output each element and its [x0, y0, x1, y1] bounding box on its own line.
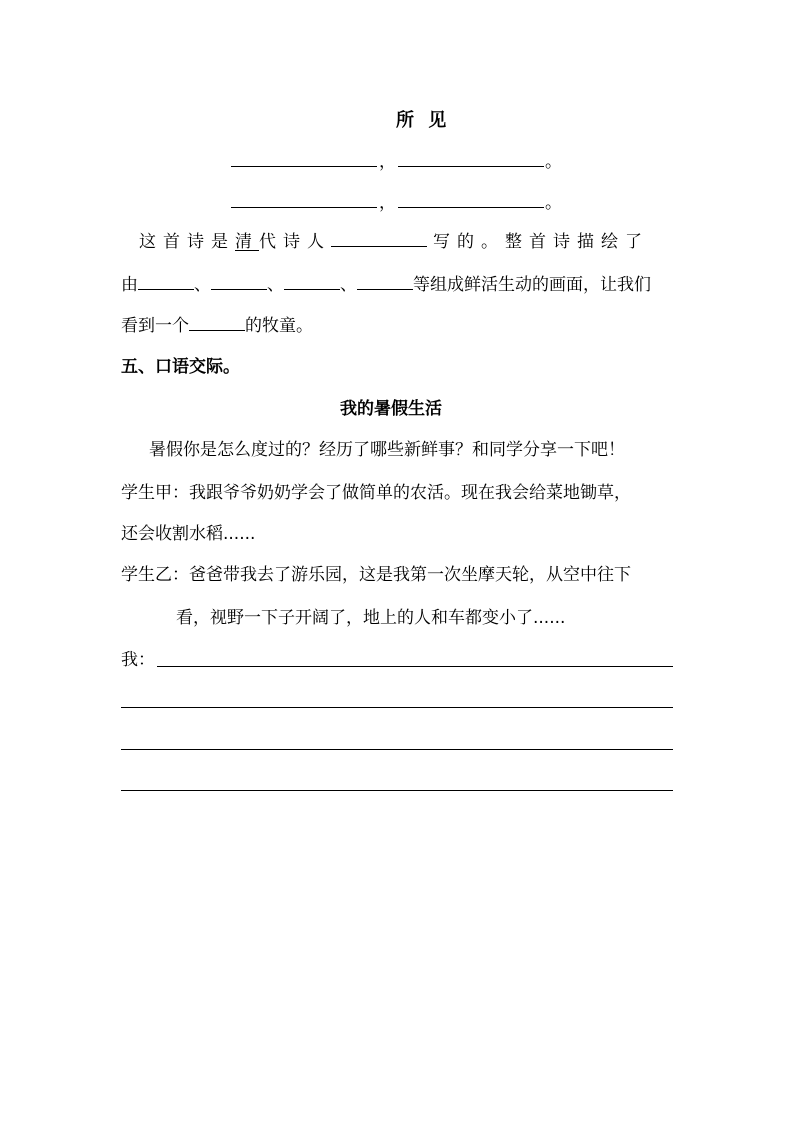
- question-line2-suffix: 等组成鲜活生动的画面，让我们: [413, 275, 651, 295]
- section-subtitle: 我的暑假生活: [340, 399, 442, 419]
- question-line3-suffix: 的牧童。: [245, 316, 313, 336]
- poem-title: 所 见: [396, 110, 451, 131]
- scene-blank-4[interactable]: [357, 273, 413, 290]
- question-line2-prefix: 由: [121, 275, 138, 295]
- section-heading: 五、口语交际。: [121, 357, 240, 377]
- student-b-line-2: 看，视野一下子开阔了，地上的人和车都变小了......: [176, 608, 566, 628]
- separator: 、: [194, 275, 211, 295]
- poem-comma-1: ，: [379, 152, 396, 172]
- question-line-3: [121, 314, 313, 338]
- poem-period-2: 。: [545, 193, 562, 213]
- scene-blank-2[interactable]: [211, 273, 267, 290]
- student-b-line-1: 学生乙：爸爸带我去了游乐园，这是我第一次坐摩天轮，从空中往下: [121, 565, 631, 585]
- question-prefix: 这首诗是: [139, 232, 235, 252]
- poem-blank-1[interactable]: [231, 166, 377, 167]
- dynasty-word: 清: [235, 232, 259, 252]
- cowherd-blank[interactable]: [189, 314, 245, 331]
- poet-blank[interactable]: [331, 230, 427, 247]
- poem-blank-4[interactable]: [398, 207, 544, 208]
- answer-line-4[interactable]: [121, 790, 673, 791]
- intro-text: 暑假你是怎么度过的？经历了哪些新鲜事？和同学分享一下吧！: [149, 440, 625, 460]
- student-a-line-2: 还会收割水稻......: [121, 524, 256, 544]
- poem-blank-3[interactable]: [231, 207, 377, 208]
- question-line-1: [139, 230, 649, 254]
- answer-line-2[interactable]: [121, 707, 673, 708]
- answer-line-3[interactable]: [121, 749, 673, 750]
- separator: 、: [340, 275, 357, 295]
- poem-comma-2: ，: [379, 193, 396, 213]
- scene-blank-3[interactable]: [284, 273, 340, 290]
- question-suffix: 写的。整首诗描绘了: [433, 232, 649, 252]
- poem-period-1: 。: [545, 152, 562, 172]
- me-label: 我：: [121, 650, 155, 670]
- student-a-line-1: 学生甲：我跟爷爷奶奶学会了做简单的农活。现在我会给菜地锄草，: [121, 483, 631, 503]
- scene-blank-1[interactable]: [138, 273, 194, 290]
- poem-blank-2[interactable]: [398, 166, 544, 167]
- question-line3-prefix: 看到一个: [121, 316, 189, 336]
- separator: 、: [267, 275, 284, 295]
- answer-line-1[interactable]: [157, 666, 673, 667]
- question-line-2: [121, 273, 651, 297]
- question-middle: 代诗人: [259, 232, 331, 252]
